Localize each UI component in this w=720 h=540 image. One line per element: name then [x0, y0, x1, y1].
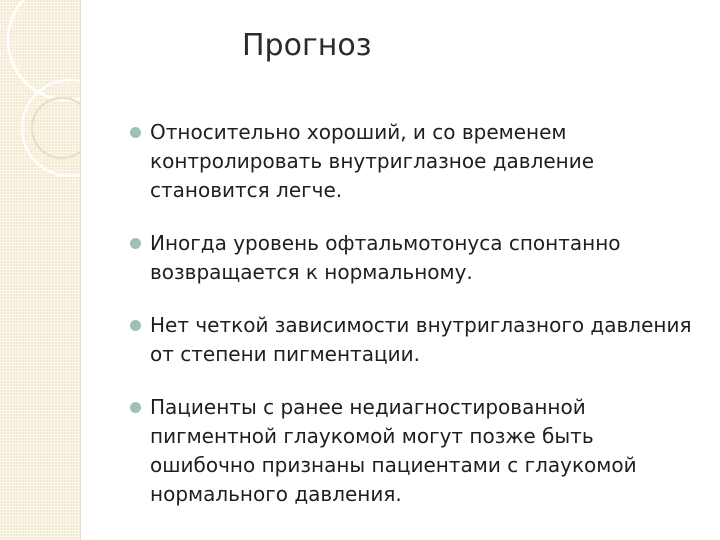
bullet-item	[130, 311, 700, 369]
bullet-text: Нет четкой зависимости внутриглазного давления от степени пигментации.	[150, 313, 692, 366]
bullet-text: Иногда уровень офтальмотонуса спонтанно возвращается к нормальному.	[150, 231, 621, 284]
bullet-text: Относительно хороший, и со временем контролировать внутриглазное давление становится легче.	[150, 120, 595, 202]
bullet-dot-icon	[130, 320, 141, 331]
slide-title: Прогноз	[242, 28, 372, 63]
bullet-item	[130, 118, 700, 205]
decorative-side-band	[0, 0, 81, 540]
bullet-text: Пациенты с ранее недиагностированной пигментной глаукомой могут позже быть ошибочно признаны пациентами с глаукомой нормального давления.	[150, 395, 637, 506]
bullet-dot-icon	[130, 402, 141, 413]
bullet-item	[130, 229, 700, 287]
bullet-list	[130, 118, 700, 533]
bullet-item	[130, 393, 700, 509]
decorative-circles-ornament	[0, 0, 80, 540]
bullet-dot-icon	[130, 238, 141, 249]
bullet-dot-icon	[130, 127, 141, 138]
